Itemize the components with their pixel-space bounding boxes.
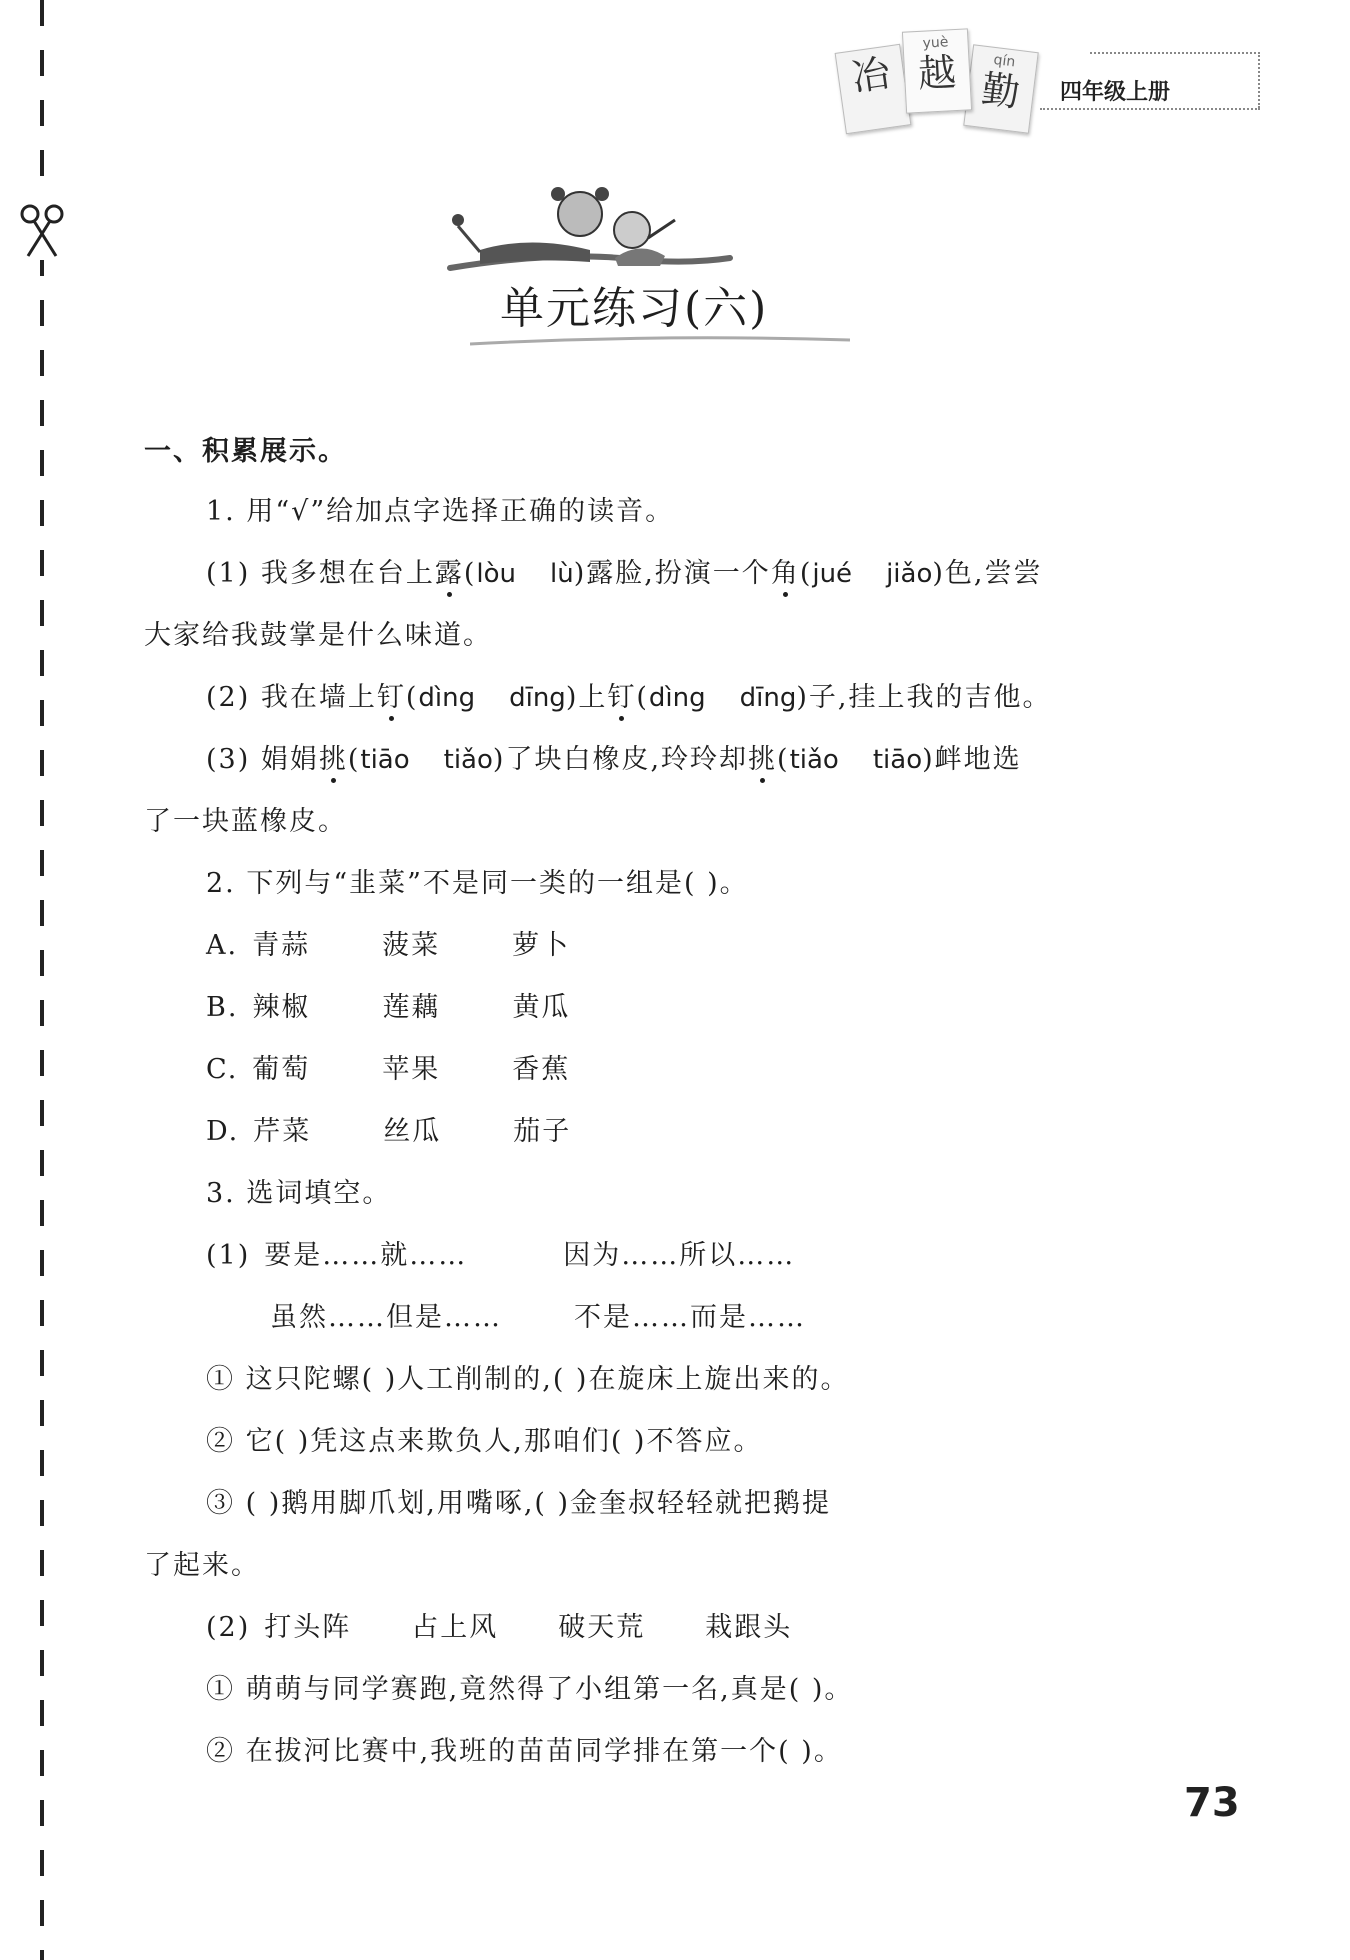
fill-blank-sentence-cont: 了起来。 xyxy=(144,1550,260,1581)
fill-blank-sentence[interactable]: ③ ( )鹅用脚爪划,用嘴啄,( )金奎叔轻轻就把鹅提 xyxy=(206,1488,832,1519)
fill-blank-sentence[interactable]: ② 在拔河比赛中,我班的苗苗同学排在第一个( )。 xyxy=(206,1736,843,1767)
grade-label: 四年级上册 xyxy=(1060,80,1171,105)
option-b[interactable]: B. 辣椒 莲藕 黄瓜 xyxy=(206,992,571,1023)
dotted-char: 挑 xyxy=(318,744,348,775)
option-d[interactable]: D. 芹菜 丝瓜 茄子 xyxy=(206,1116,572,1147)
pinyin-option[interactable]: dīng xyxy=(739,683,797,713)
fill-blank-sentence[interactable]: ① 这只陀螺( )人工削制的,( )在旋床上旋出来的。 xyxy=(206,1364,850,1395)
question-1-item-1-cont: 大家给我鼓掌是什么味道。 xyxy=(144,620,492,651)
pinyin-option[interactable]: jué xyxy=(812,559,853,589)
page-title: 单元练习(六) xyxy=(500,283,769,334)
dotted-char: 挑 xyxy=(748,744,778,775)
pinyin-option[interactable]: tiǎo xyxy=(789,745,839,775)
kids-illustration xyxy=(440,180,740,280)
word-bank-row xyxy=(270,1300,806,1336)
question-1-prompt: 1. 用“√”给加点字选择正确的读音。 xyxy=(206,496,675,527)
section-heading: 一、积累展示。 xyxy=(144,436,347,467)
pinyin-option[interactable]: dìng xyxy=(648,683,706,713)
word-bank-row: (1) 要是……就…… 因为……所以…… xyxy=(206,1240,796,1271)
dotted-char: 钉 xyxy=(607,682,637,713)
pinyin-option[interactable]: lòu xyxy=(476,559,516,589)
title-underline xyxy=(470,330,850,350)
word-choice: 占上风 xyxy=(411,1612,499,1643)
logo-card: 冶 xyxy=(835,44,912,134)
question-1-item-3: (3) 娟娟挑(tiāo tiǎo)了块白橡皮,玲玲却挑(tiǎo tiāo)衅地选 xyxy=(206,744,1022,775)
pinyin-option[interactable]: tiāo xyxy=(360,745,410,775)
question-1-item-1: (1) 我多想在台上露(lòu lù)露脸,扮演一个角(jué jiǎo)色,尝尝 xyxy=(206,558,1043,589)
scissors-icon xyxy=(18,200,68,260)
fill-blank-sentence[interactable]: ② 它( )凭这点来欺负人,那咱们( )不答应。 xyxy=(206,1426,763,1457)
pinyin-option[interactable]: dīng xyxy=(509,683,566,713)
logo-card: yuè 越 xyxy=(902,28,972,113)
word-choice: 不是……而是…… xyxy=(574,1302,806,1333)
divider xyxy=(1040,108,1260,110)
pinyin-option[interactable]: dìng xyxy=(418,683,476,713)
pinyin-option[interactable]: tiǎo xyxy=(443,745,493,775)
word-choice: 破天荒 xyxy=(558,1612,646,1643)
header-badge xyxy=(830,20,1270,150)
option-a[interactable]: A. 青蒜 菠菜 萝卜 xyxy=(206,930,571,961)
header-logo xyxy=(830,20,1040,150)
dotted-char: 钉 xyxy=(376,682,406,713)
pinyin-option[interactable]: lù xyxy=(549,559,574,589)
fill-blank-sentence[interactable]: ① 萌萌与同学赛跑,竟然得了小组第一名,真是( )。 xyxy=(206,1674,854,1705)
pinyin-option[interactable]: tiāo xyxy=(872,745,923,775)
word-choice: 虽然……但是…… xyxy=(270,1302,502,1333)
cut-line xyxy=(40,0,44,1960)
word-choice: 因为……所以…… xyxy=(563,1240,796,1271)
question-3-prompt: 3. 选词填空。 xyxy=(206,1178,392,1209)
question-1-item-3-cont: 了一块蓝橡皮。 xyxy=(144,806,347,837)
dotted-char: 露 xyxy=(434,558,464,589)
divider xyxy=(1090,52,1260,54)
word-choice: 打头阵 xyxy=(264,1612,352,1643)
pinyin-option[interactable]: jiǎo xyxy=(886,559,933,589)
question-2-prompt: 2. 下列与“韭菜”不是同一类的一组是( )。 xyxy=(206,868,749,899)
option-c[interactable]: C. 葡萄 苹果 香蕉 xyxy=(206,1054,571,1085)
page-number: 73 xyxy=(1184,1780,1240,1826)
word-bank-row: (2) 打头阵 占上风 破天荒 栽跟头 xyxy=(206,1612,793,1643)
word-choice: 栽跟头 xyxy=(705,1612,793,1643)
dotted-char: 角 xyxy=(770,558,800,589)
question-1-item-2: (2) 我在墙上钉(dìng dīng)上钉(dìng dīng)子,挂上我的吉他。 xyxy=(206,682,1052,713)
word-choice: 要是……就…… xyxy=(264,1240,468,1271)
logo-card: qín 勤 xyxy=(963,44,1039,133)
